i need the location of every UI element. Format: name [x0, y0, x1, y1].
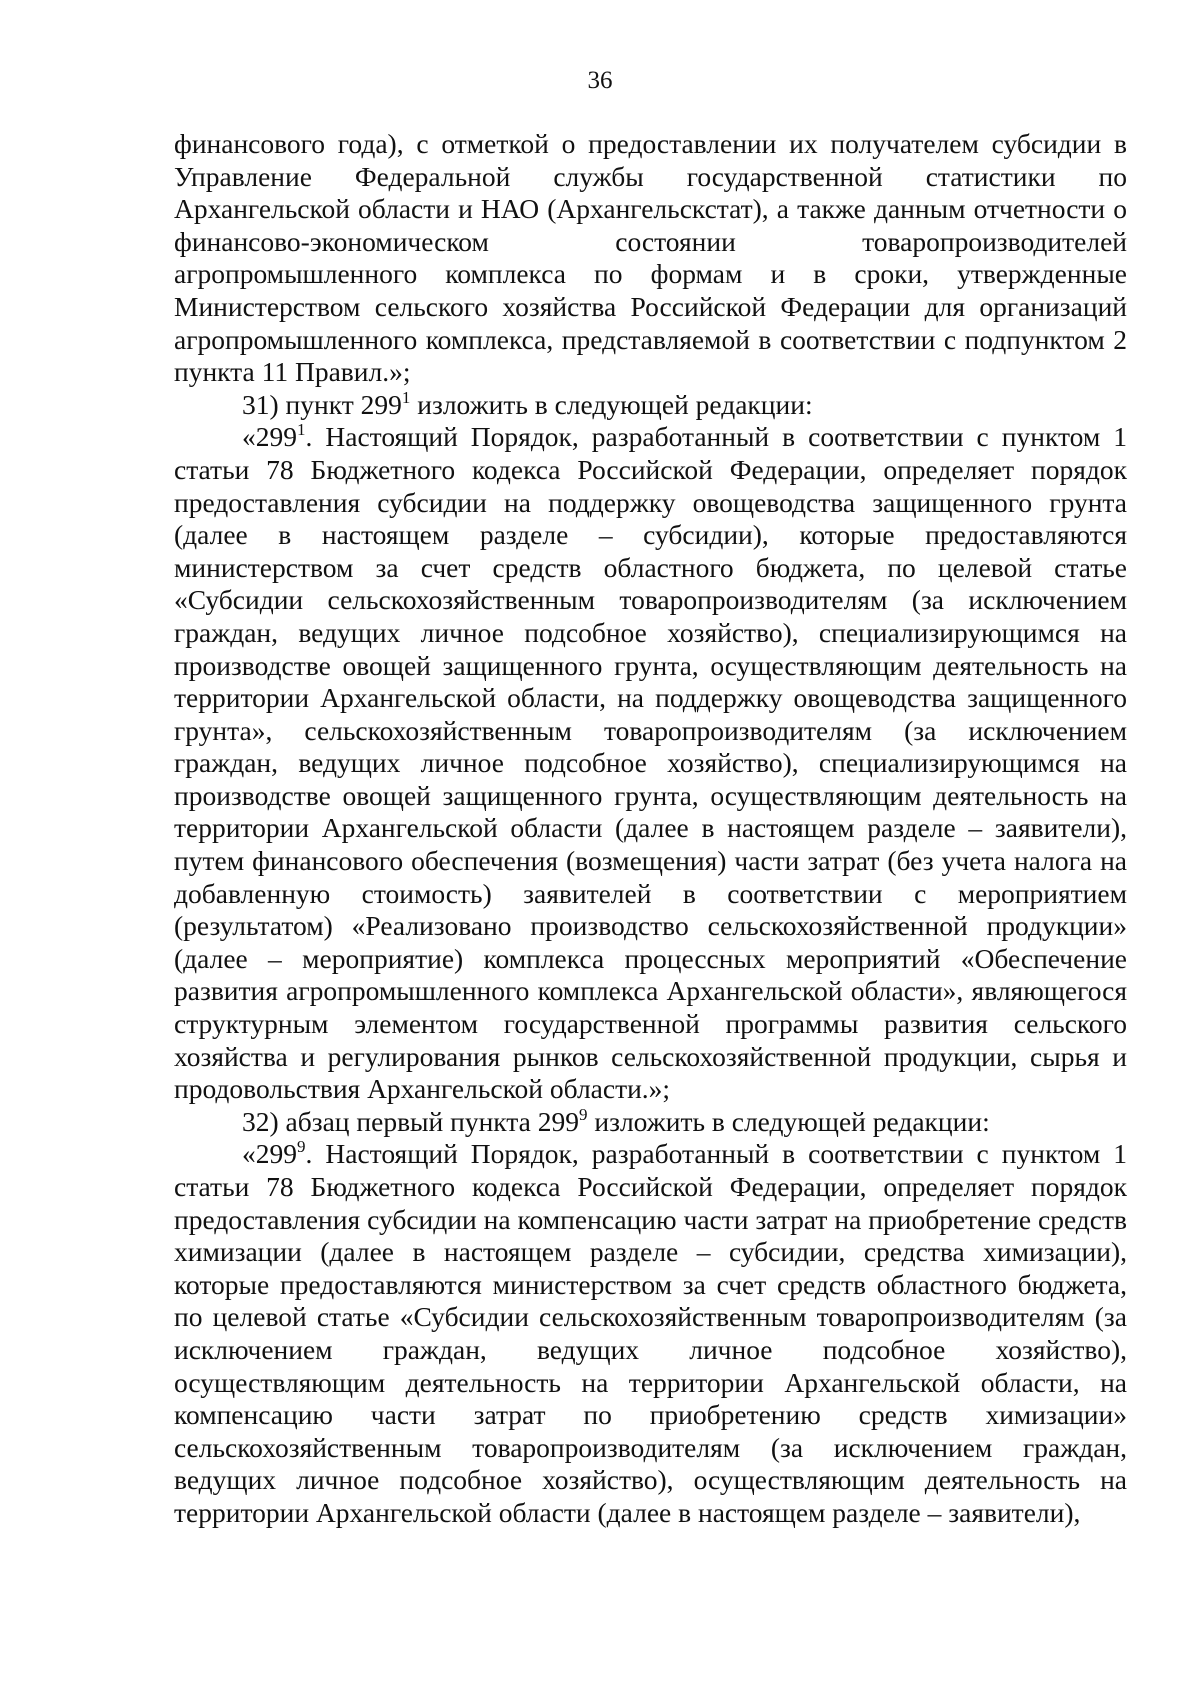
- paragraph-continuation: финансового года), с отметкой о предоставлении их получателем субсидии в Управление Федеральной службы государственной статистики по Архангельской области и НАО (Архангельскстат), а также данным отчетности о финансово-экономическом состоянии товаропроизводителей агропромышленного комплекса по формам и в сроки, утвержденные Министерством сельского хозяйства Российской Федерации для организаций агропромышленного комплекса, представляемой в соответствии с подпунктом 2 пункта 11 Правил.»;: [174, 128, 1127, 388]
- paragraph-clause-299-1: [174, 421, 1127, 1105]
- item-31-text-end: изложить в следующей редакции:: [410, 388, 813, 420]
- clause-299-1-text-end: . Настоящий Порядок, разработанный в соответствии с пунктом 1 статьи 78 Бюджетного кодекса Российской Федерации, определяет порядок предоставления субсидии на поддержку овощеводства защищенного грунта (далее в настоящем разделе – субсидии), которые предоставляются министерством за счет средств областного бюджета, по целевой статье «Субсидии сельскохозяйственным товаропроизводителям (за исключением граждан, ведущих личное подсобное хозяйство), специализирующимся на производстве овощей защищенного грунта, осуществляющим деятельность на территории Архангельской области, на поддержку овощеводства защищенного грунта», сельскохозяйственным товаропроизводителям (за исключением граждан, ведущих личное подсобное хозяйство), специализирующимся на производстве овощей защищенного грунта, осуществляющим деятельность на территории Архангельской области (далее в настоящем разделе – заявители), путем финансового обеспечения (возмещения) части затрат (без учета налога на добавленную стоимость) заявителей в соответствии с мероприятием (результатом) «Реализовано производство сельскохозяйственной продукции» (далее – мероприятие) комплекса процессных мероприятий «Обеспечение развития агропромышленного комплекса Архангельской области», являющегося структурным элементом государственной программы развития сельского хозяйства и регулирования рынков сельскохозяйственной продукции, сырья и продовольствия Архангельской области.»;: [174, 421, 1127, 1105]
- paragraph-item-32: [174, 1106, 1127, 1139]
- item-32-superscript: 9: [578, 1104, 588, 1124]
- item-31-text-start: 31) пункт 299: [242, 388, 402, 420]
- clause-299-9-text-end: . Настоящий Порядок, разработанный в соответствии с пунктом 1 статьи 78 Бюджетного кодекса Российской Федерации, определяет порядок предоставления субсидии на компенсацию части затрат на приобретение средств химизации (далее в настоящем разделе – субсидии, средства химизации), которые предоставляются министерством за счет средств областного бюджета, по целевой статье «Субсидии сельскохозяйственным товаропроизводителям (за исключением граждан, ведущих личное подсобное хозяйство), осуществляющим деятельность на территории Архангельской области, на компенсацию части затрат по приобретению средств химизации» сельскохозяйственным товаропроизводителям (за исключением граждан, ведущих личное подсобное хозяйство), осуществляющим деятельность на территории Архангельской области (далее в настоящем разделе – заявители),: [174, 1138, 1127, 1528]
- paragraph-item-31: [174, 389, 1127, 422]
- clause-299-9-text-start: «299: [242, 1138, 297, 1170]
- clause-299-9-superscript: 9: [297, 1137, 306, 1157]
- paragraph-clause-299-9: [174, 1138, 1127, 1529]
- item-32-text-start: 32) абзац первый пункта 299: [242, 1105, 579, 1137]
- item-32-text-end: изложить в следующей редакции:: [587, 1105, 990, 1137]
- clause-299-1-text-start: «299: [242, 421, 297, 453]
- page-number: 36: [587, 67, 613, 94]
- item-31-superscript: 1: [401, 387, 411, 407]
- clause-299-1-superscript: 1: [297, 420, 306, 440]
- document-body: [174, 128, 1127, 1530]
